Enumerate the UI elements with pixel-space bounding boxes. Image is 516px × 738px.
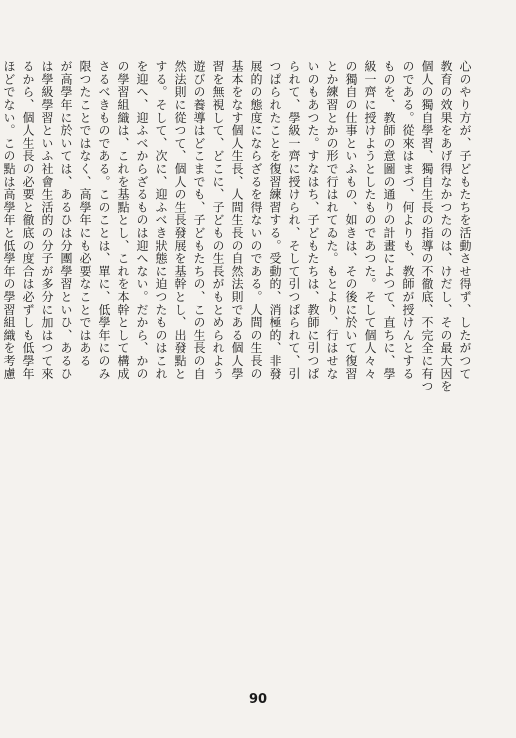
text-column: が高學年に於いては、あるひは分團學習といひ、あるひ — [59, 60, 73, 380]
text-column: いのもあつた。すなはち、子どもたちは、教師に引つぱ — [306, 60, 320, 380]
text-column: 基本をなす個人生長、人間生長の自然法則である個人學 — [230, 60, 244, 380]
text-column: つぱられたことを復習練習する。受動的、消極的、非發 — [268, 60, 282, 380]
text-column: 展的の態度にならざるを得ないのである。人間の生長の — [249, 60, 263, 380]
text-column: とか練習とかの形で行はれてゐた。もとより、行はせな — [325, 60, 339, 380]
text-column: られて、學級一齊に授けられ、そして引つぱられて、引 — [287, 60, 301, 380]
text-column: を迎へ、迎ふべからざるものは迎へない。だから、かの — [135, 60, 149, 380]
text-column: るから、個人生長の必要と徹底の度合は必ずしも低學年 — [21, 60, 35, 380]
text-column: 個人の獨自學習、獨自生長の指導の不徹底、不完全に有つ — [420, 60, 434, 393]
text-column: 限つたことではなく、高學年にも必要なことではある — [78, 60, 92, 368]
text-column: ものを、教師の意圖の通りの計畫によつて、直ちに、學 — [382, 60, 396, 380]
text-column: 級一齊に授けようとしたものであつた。そして個人々々 — [363, 60, 377, 380]
text-column: は學級學習といふ社會生活的の分子が多分に加はつて來 — [40, 60, 54, 380]
text-column: のである。從來はまづ、何よりも、教師が授けんとする — [401, 60, 415, 380]
text-column: する。そして、次に、迎ふべき狀態に迫つたものはこれ — [154, 60, 168, 380]
body-text — [2, 60, 474, 660]
text-column: の獨自の仕事といふもの、如きは、その後に於いて復習 — [344, 60, 358, 380]
text-column: の學習組織は、これを基點とし、これを本幹として構成 — [116, 60, 130, 380]
text-column: 遊びの養導はどこまでも、子どもたちの、この生長の自 — [192, 60, 206, 380]
text-column: 習を無視して、どこに、子どもの生長がもとめられよう — [211, 60, 225, 380]
text-column: 心のやり方が、子どもたちを活動させ得ず、したがつて — [458, 60, 472, 380]
text-column: 教育の效果をあげ得なかつたのは、けだし、その最大因を — [439, 60, 453, 393]
text-column: 然法則に從つて、個人の生長發展を基幹とし、出發點と — [173, 60, 187, 380]
page-number: 90 — [248, 692, 268, 707]
text-column: ほどでない。この點は高學年と低學年の學習組織を考慮 — [2, 60, 16, 380]
text-column: さるべきものである。このことは、單に、低學年にのみ — [97, 60, 111, 380]
